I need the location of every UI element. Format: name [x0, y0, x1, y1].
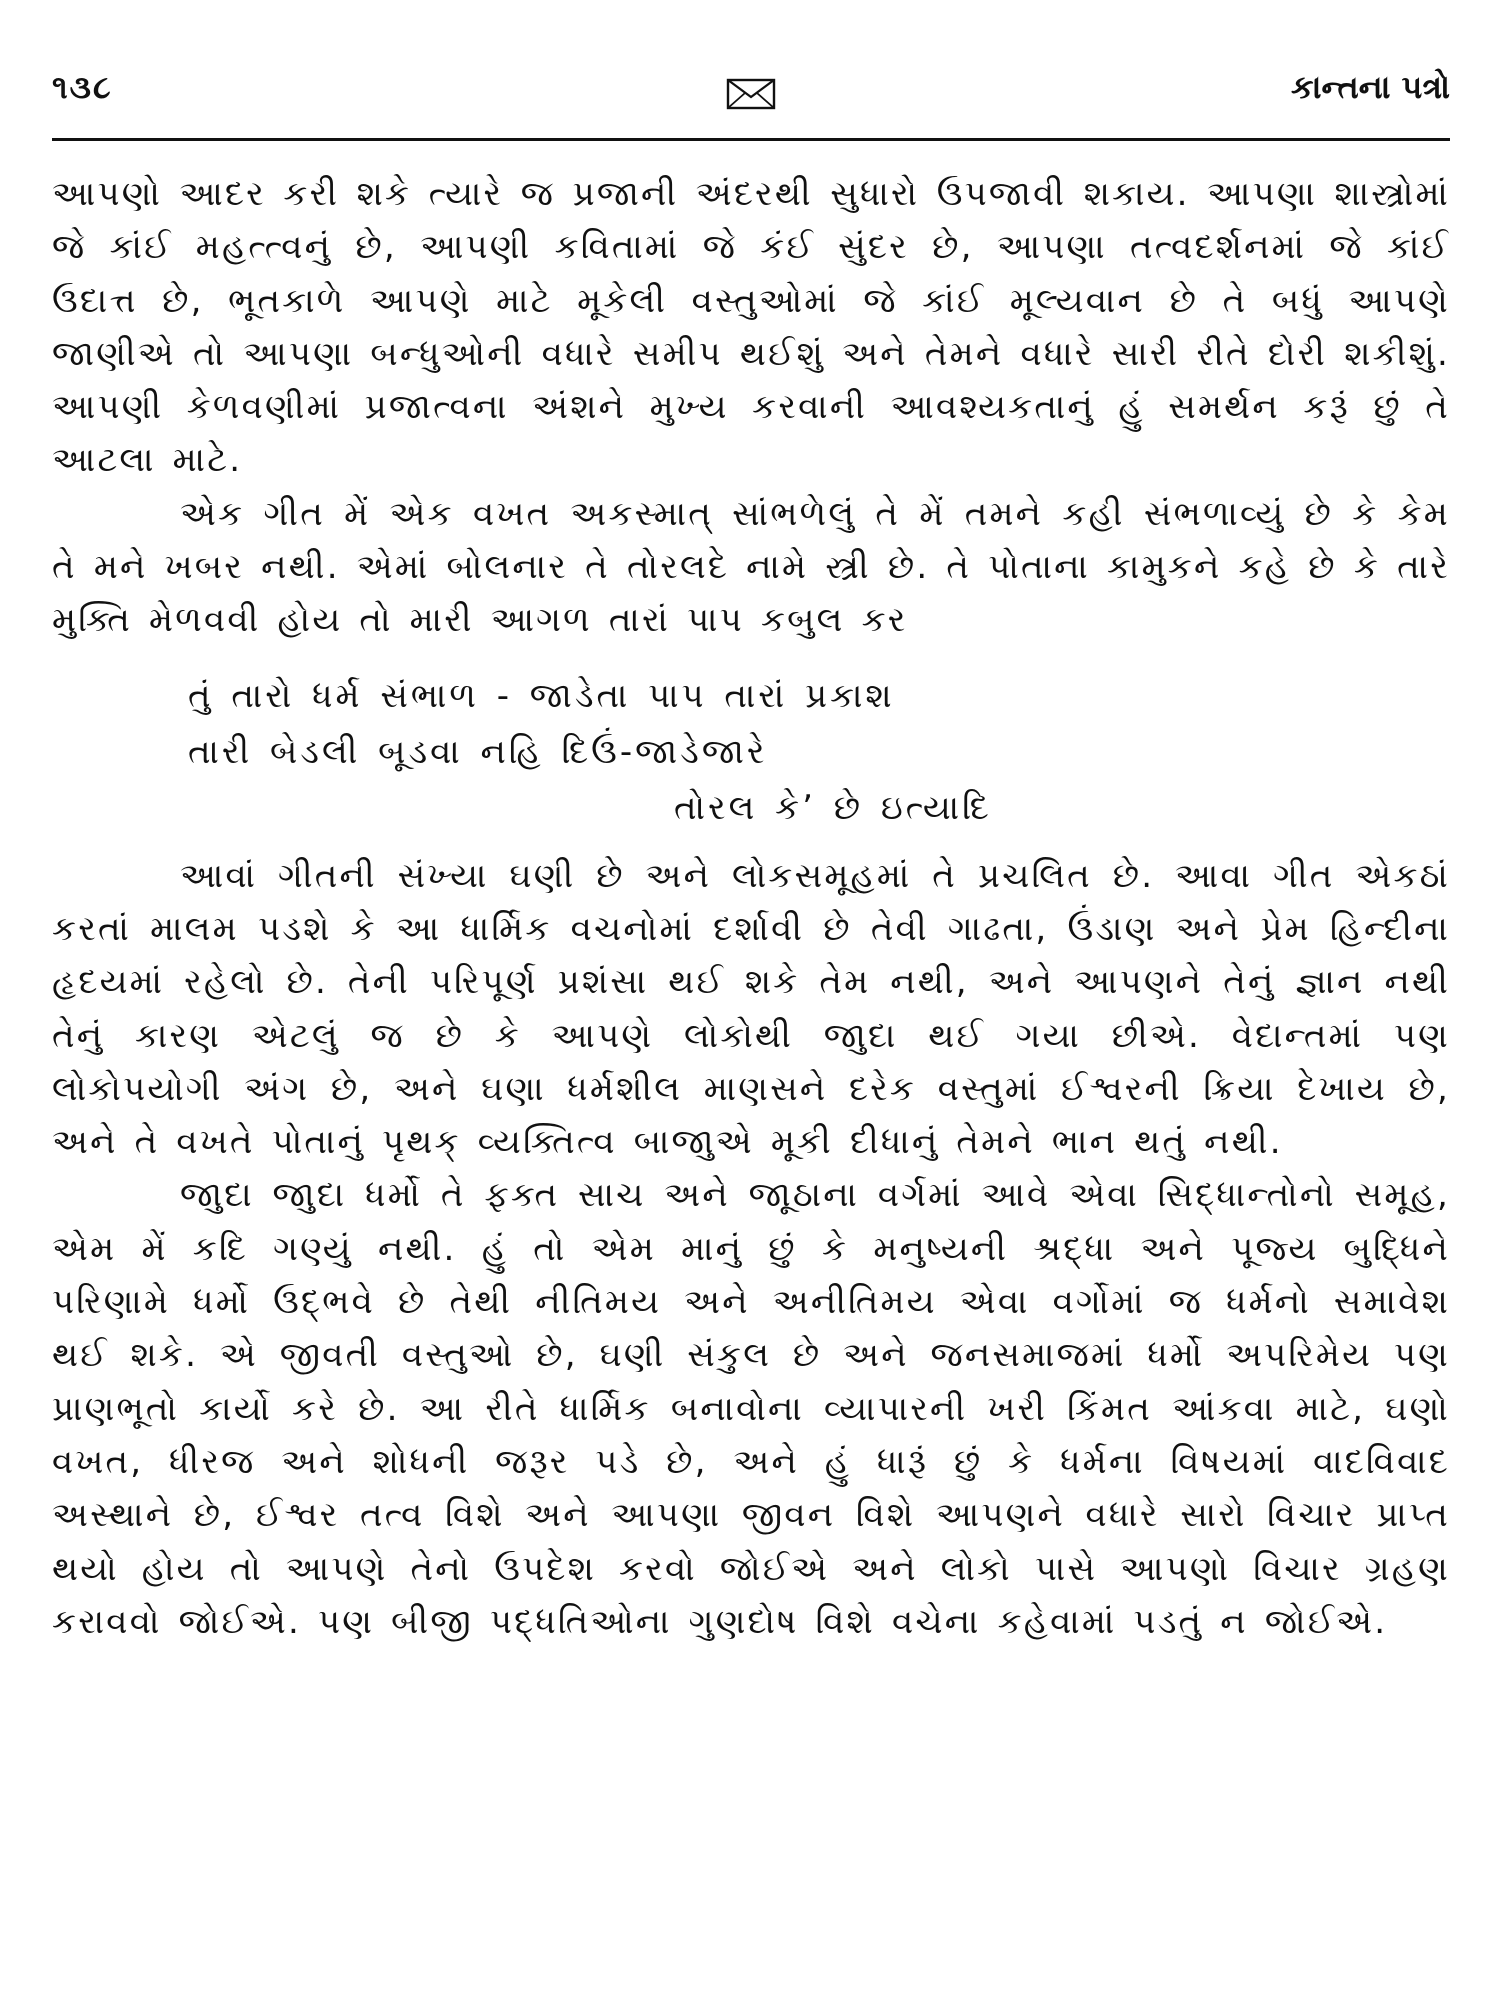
poem-block [52, 668, 1450, 836]
paragraph-1: આપણો આદર કરી શકે ત્યારે જ પ્રજાની અંદરથી સુધારો ઉપજાવી શકાય. આપણા શાસ્ત્રોમાં જે કાંઈ મહત્ત્વનું છે, આપણી કવિતામાં જે કંઈ સુંદર છે, આપણા તત્વદર્શનમાં જે કાંઈ ઉદાત્ત છે, ભૂતકાળે આપણે માટે મૂકેલી વસ્તુઓમાં જે કાંઈ મૂલ્યવાન છે તે બધું આપણે જાણીએ તો આપણા બન્ધુઓની વધારે સમીપ થઈશું અને તેમને વધારે સારી રીતે દોરી શકીશું. આપણી કેળવણીમાં પ્રજાત્વના અંશને મુખ્ય કરવાની આવશ્યકતાનું હું સમર્થન કરૂં છું તે આટલા માટે. [52, 174, 1450, 481]
running-title: કાન્તના પત્રો [1291, 68, 1450, 106]
page-number: ૧૩૮ [52, 68, 113, 106]
poem-line-1: તું તારો ધર્મ સંભાળ - જાડેતા પાપ તારાં પ્રકાશ [188, 675, 895, 716]
paragraph-2: એક ગીત મેં એક વખત અકસ્માત્ સાંભળેલું તે મેં તમને કહી સંભળાવ્યું છે કે કેમ તે મને ખબર નથી. એમાં બોલનાર તે તોરલદે નામે સ્ત્રી છે. તે પોતાના કામુકને કહે છે કે તારે મુક્તિ મેળવવી હોય તો મારી આગળ તારાં પાપ કબુલ કર [52, 493, 1450, 641]
header-divider [52, 138, 1450, 141]
page-header [52, 68, 1450, 128]
paragraph-4: જાુદા જાુદા ધર્મો તે ફક્ત સાચ અને જાૂઠાના વર્ગમાં આવે એવા સિદ્ધાન્તોનો સમૂહ, એમ મેં કદિ ગણ્યું નથી. હું તો એમ માનું છું કે મનુષ્યની શ્રદ્ધા અને પૂજ્ય બુદ્ધિને પરિણામે ધર્મો ઉદ્ભવે છે તેથી નીતિમય અને અનીતિમય એવા વર્ગોમાં જ ધર્મનો સમાવેશ થઈ શકે. એ જીવતી વસ્તુઓ છે, ઘણી સંકુલ છે અને જનસમાજમાં ધર્મો અપરિમેય પણ પ્રાણભૂતો કાર્યો કરે છે. આ રીતે ધાર્મિક બનાવોના વ્યાપારની ખરી કિંમત આંકવા માટે, ઘણો વખત, ધીરજ અને શોધની જરૂર પડે છે, અને હું ધારૂં છું કે ધર્મના વિષયમાં વાદવિવાદ અસ્થાને છે, ઈશ્વર તત્વ વિશે અને આપણા જીવન વિશે આપણને વધારે સારો વિચાર પ્રાપ્ત થયો હોય તો આપણે તેનો ઉપદેશ કરવો જોઈએ અને લોકો પાસે આપણો વિચાર ગ્રહણ કરાવવો જોઈએ. પણ બીજી પદ્ધતિઓના ગુણદોષ વિશે વચેના કહેવામાં પડતું ન જોઈએ. [52, 1175, 1450, 1642]
envelope-icon [726, 78, 776, 110]
paragraph-3: આવાં ગીતની સંખ્યા ઘણી છે અને લોકસમૂહમાં તે પ્રચલિત છે. આવા ગીત એકઠાં કરતાં માલમ પડશે કે આ ધાર્મિક વચનોમાં દર્શાવી છે તેવી ગાઢતા, ઉંડાણ અને પ્રેમ હિન્દીના હૃદયમાં રહેલો છે. તેની પરિપૂર્ણ પ્રશંસા થઈ શકે તેમ નથી, અને આપણને તેનું જ્ઞાન નથી તેનું કારણ એટલું જ છે કે આપણે લોકોથી જાુદા થઈ ગયા છીએ. વેદાન્તમાં પણ લોકોપયોગી અંગ છે, અને ઘણા ધર્મશીલ માણસને દરેક વસ્તુમાં ઈશ્વરની ક્રિયા દેખાય છે, અને તે વખતે પોતાનું પૃથક્ વ્યક્તિત્વ બાજાુએ મૂકી દીધાનું તેમને ભાન થતું નથી. [52, 855, 1450, 1163]
poem-line-2: તારી બેડલી બૂડવા નહિ દિઉં-જાડેજારે [188, 731, 768, 772]
page-body [52, 168, 1450, 1649]
poem-credit: તોરલ કે’ છે ઇત્યાદિ [674, 787, 992, 828]
